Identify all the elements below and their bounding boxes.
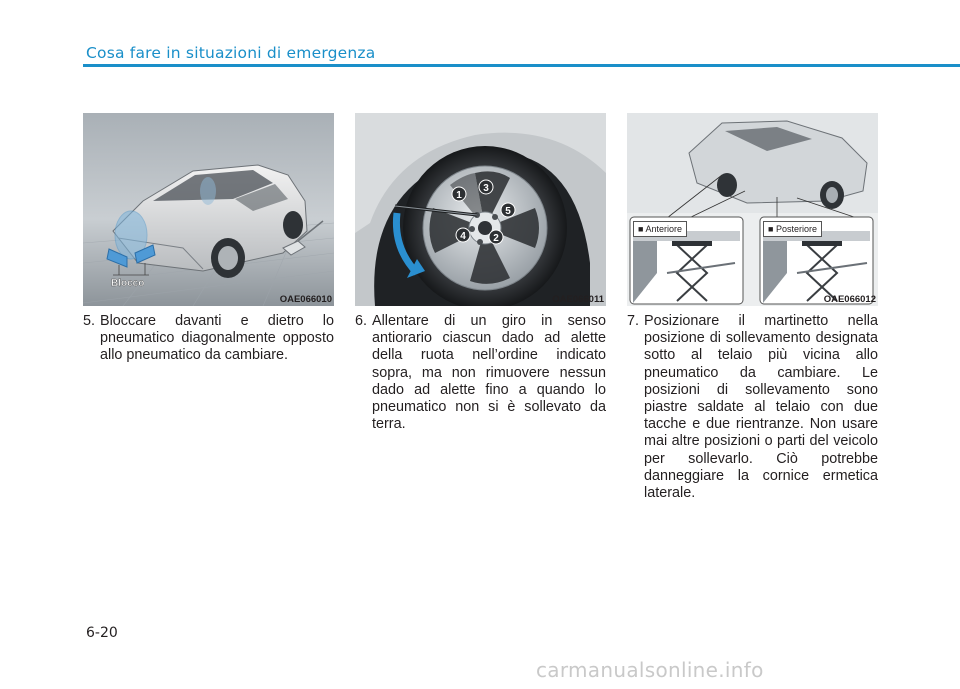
nut-order-2: 2 bbox=[493, 233, 499, 244]
figure-wheel-chocks bbox=[83, 113, 334, 306]
nut-order-4: 4 bbox=[460, 231, 466, 242]
step-number: 6. bbox=[355, 313, 368, 329]
step-7 bbox=[627, 313, 878, 502]
page-number: 6-20 bbox=[86, 625, 118, 641]
jack-label-rear: ■ Posteriore bbox=[763, 221, 822, 237]
car-chock-illustration bbox=[83, 113, 334, 306]
jack-position-illustration bbox=[627, 113, 878, 306]
figure-code: OAE066011 bbox=[552, 294, 604, 305]
jack-label-front: ■ Anteriore bbox=[633, 221, 687, 237]
figure-lug-nut-order bbox=[355, 113, 606, 306]
nut-order-5: 5 bbox=[505, 206, 511, 217]
figure-code: OAE066012 bbox=[823, 294, 876, 305]
step-number: 5. bbox=[83, 313, 96, 329]
nut-order-3: 3 bbox=[483, 183, 489, 194]
figure-jack-positions bbox=[627, 113, 878, 306]
watermark: carmanualsonline.info bbox=[536, 658, 764, 682]
nut-order-1: 1 bbox=[456, 190, 462, 201]
figure-code: OAE066010 bbox=[279, 294, 332, 305]
section-title: Cosa fare in situazioni di emergenza bbox=[86, 44, 376, 62]
step-text: Allentare di un giro in senso antiorario ciascun dado ad alette della ruota nell’ordine indicato sopra, ma non rimuovere nessun dado ad alette fino a quando lo pneumatico non si è sollevato da terra. bbox=[372, 313, 606, 433]
header-rule bbox=[83, 64, 960, 67]
step-number: 7. bbox=[627, 313, 640, 329]
step-5 bbox=[83, 313, 334, 365]
step-text: Posizionare il martinetto nella posizione di sollevamento designata sotto al telaio più vicina allo pneumatico da cambiare. Le posizioni di sollevamento sono piastre saldate al telaio con due tacche e due rientranze. Non usare mai altre posizioni o parti del veicolo per sollevarlo. Ciò potrebbe danneggiare la cornice ermetica laterale. bbox=[644, 313, 878, 502]
step-6 bbox=[355, 313, 606, 433]
wheel-illustration bbox=[355, 113, 606, 306]
chock-callout: Blocco bbox=[111, 278, 145, 289]
step-text: Bloccare davanti e dietro lo pneumatico diagonalmente opposto allo pneumatico da cambiare. bbox=[100, 313, 334, 364]
